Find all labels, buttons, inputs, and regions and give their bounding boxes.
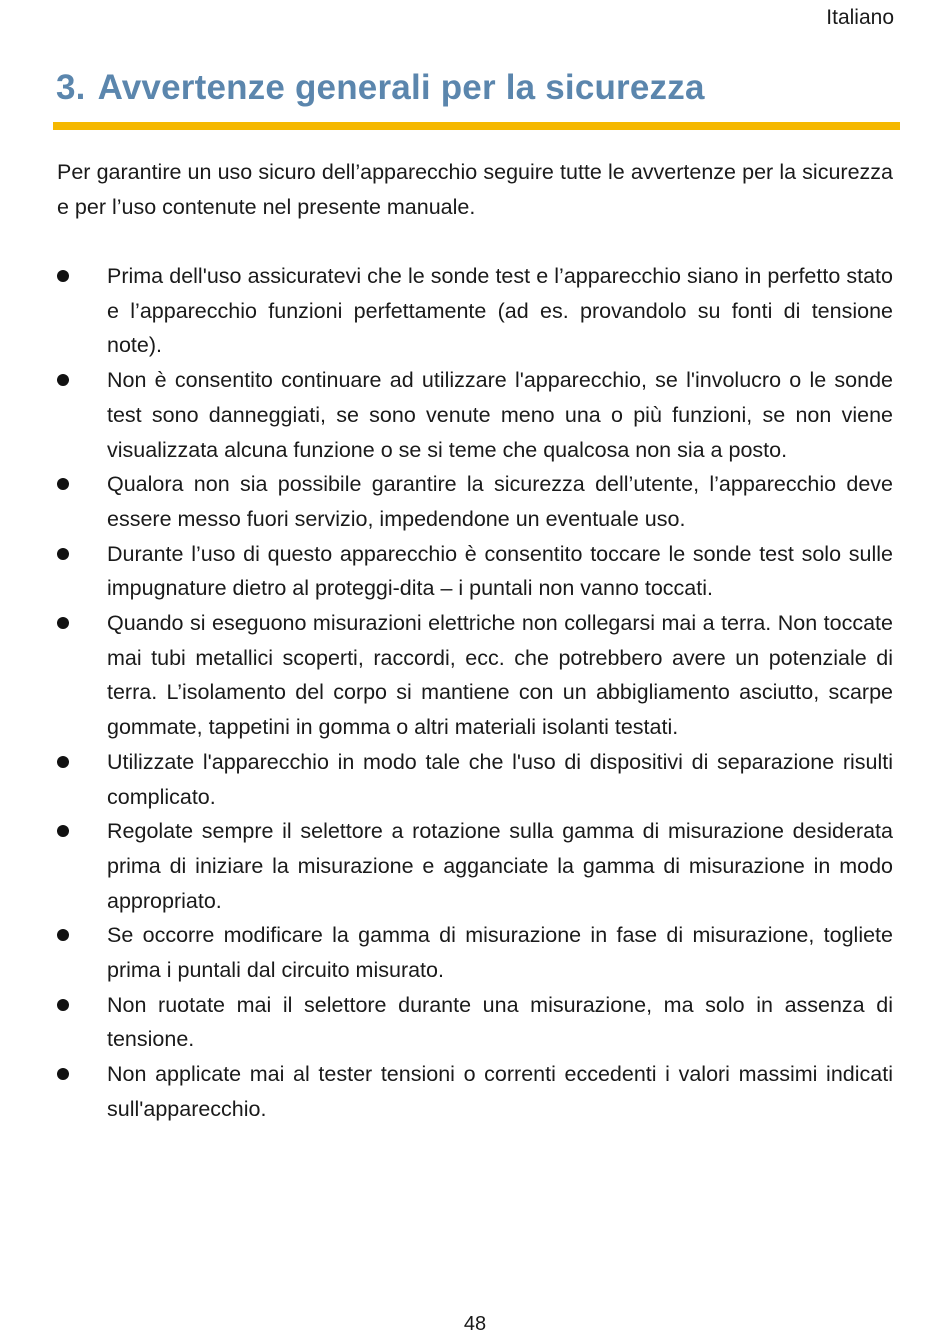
heading-underline: [53, 122, 900, 130]
safety-warning-text: Regolate sempre il selettore a rotazione sulla gamma di misurazione desiderata prima di iniziare la misurazione e agganciate la gamma di misurazione in modo appropriato.: [107, 819, 893, 913]
safety-warning-text: Prima dell'uso assicuratevi che le sonde test e l’apparecchio siano in perfetto stato e l’apparecchio funzioni perfettamente (ad es. provandolo su fonti di tensione note).: [107, 264, 893, 358]
safety-warning-text: Durante l’uso di questo apparecchio è consentito toccare le sonde test solo sulle impugnature dietro al proteggi-dita – i puntali non vanno toccati.: [107, 541, 893, 601]
safety-warning-text: Utilizzate l'apparecchio in modo tale che l'uso di dispositivi di separazione risulti complicato.: [107, 749, 893, 809]
safety-warning-item: [0, 537, 893, 606]
bullet-icon: [57, 1068, 69, 1080]
intro-paragraph: Per garantire un uso sicuro dell’apparecchio seguire tutte le avvertenze per la sicurezza e per l’uso contenute nel presente manuale.: [57, 160, 893, 219]
safety-warning-text: Non applicate mai al tester tensioni o correnti eccedenti i valori massimi indicati sull'apparecchio.: [107, 1062, 893, 1121]
section-heading: [56, 68, 705, 108]
safety-warning-text: Se occorre modificare la gamma di misurazione in fase di misurazione, togliete prima i puntali dal circuito misurato.: [107, 923, 893, 983]
bullet-icon: [57, 374, 69, 386]
safety-warning-item: [0, 814, 893, 918]
safety-warning-item: [0, 918, 893, 987]
safety-warning-item: [0, 606, 893, 745]
safety-warning-item: [0, 467, 893, 536]
bullet-icon: [57, 617, 69, 629]
safety-warning-text: Qualora non sia possibile garantire la sicurezza dell’utente, l’apparecchio deve essere messo fuori servizio, impedendone un eventuale uso.: [107, 472, 893, 531]
safety-warning-item: [0, 363, 893, 467]
bullet-icon: [57, 929, 69, 941]
safety-warning-item: [0, 1057, 893, 1126]
section-number: 3.: [56, 68, 86, 107]
safety-warning-text: Non ruotate mai il selettore durante una misurazione, ma solo in assenza di tensione.: [107, 992, 893, 1052]
safety-warning-item: [0, 259, 893, 363]
section-title: Avvertenze generali per la sicurezza: [97, 68, 705, 107]
bullet-icon: [57, 999, 69, 1011]
bullet-icon: [57, 478, 69, 490]
safety-warning-text: Non è consentito continuare ad utilizzare l'apparecchio, se l'involucro o le sonde test sono danneggiati, se sono venute meno una o più funzioni, se non viene visualizzata alcuna funzione o se si teme che qualcosa non sia a posto.: [107, 368, 893, 462]
header-language: Italiano: [826, 6, 894, 29]
safety-warning-item: [0, 745, 893, 814]
bullet-icon: [57, 270, 69, 282]
page-number: 48: [463, 1313, 487, 1335]
safety-warnings-list: [0, 259, 950, 1127]
bullet-icon: [57, 756, 69, 768]
bullet-icon: [57, 825, 69, 837]
bullet-icon: [57, 548, 69, 560]
safety-warning-text: Quando si eseguono misurazioni elettriche non collegarsi mai a terra. Non toccate mai tubi metallici scoperti, raccordi, ecc. che potrebbero avere un potenziale di terra. L’isolamento del corpo si mantiene con un abbigliamento asciutto, scarpe gommate, tappetini in gomma o altri materiali isolanti testati.: [107, 611, 893, 740]
safety-warning-item: [0, 988, 893, 1057]
